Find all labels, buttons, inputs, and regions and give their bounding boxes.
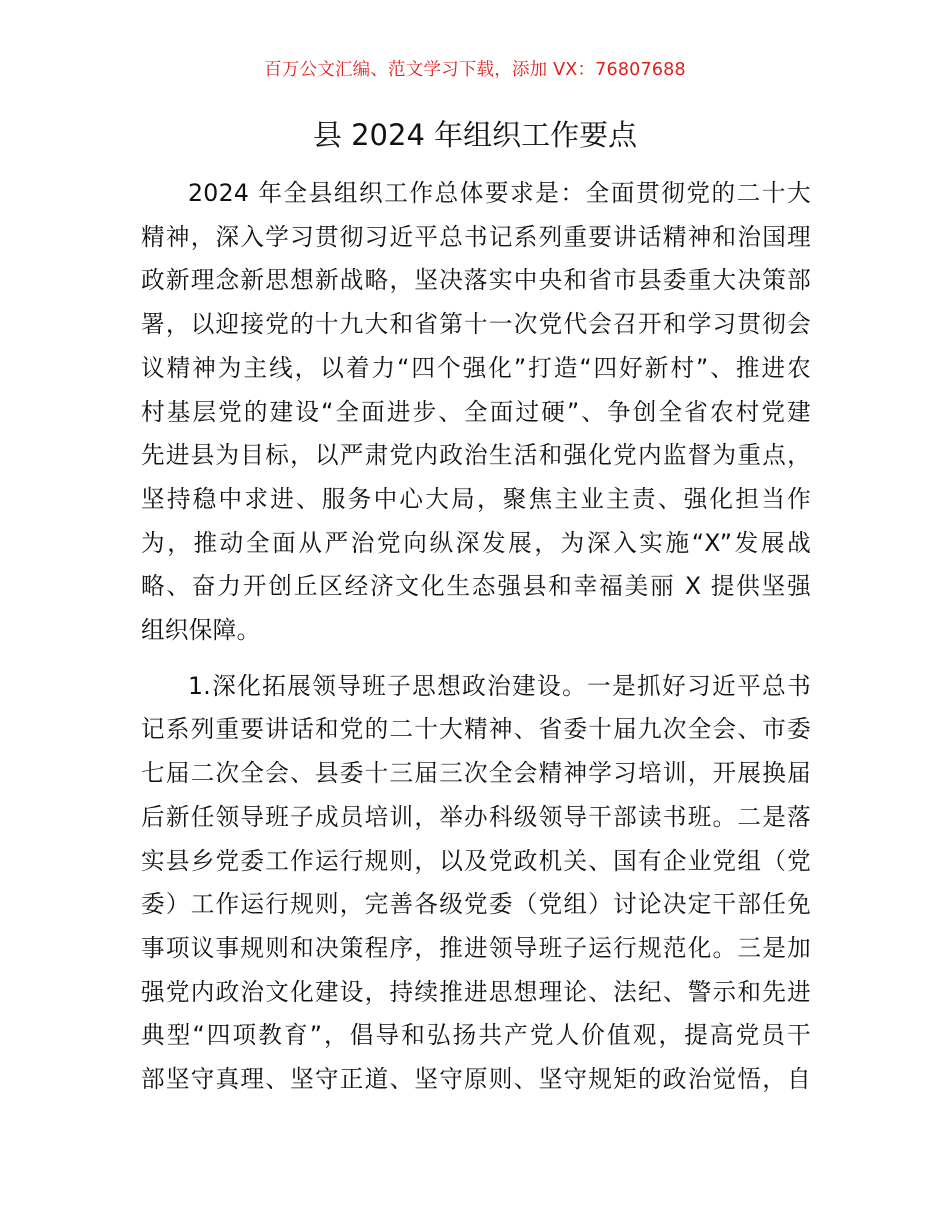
text-line: 议精神为主线，以着力“四个强化”打造“四好新村”、推进农 — [141, 353, 811, 382]
text-line: 七届二次全会、县委十三届三次全会精神学习培训，开展换届 — [141, 759, 811, 788]
text-line: 村基层党的建设“全面进步、全面过硬”、争创全省农村党建 — [141, 397, 811, 426]
document-body — [141, 172, 811, 1102]
watermark-banner: 百万公文汇编、范文学习下载，添加 VX：76807688 — [264, 60, 686, 80]
text-line: 1.深化拓展领导班子思想政治建设。一是抓好习近平总书 — [188, 671, 811, 700]
text-line: 精神，深入学习贯彻习近平总书记系列重要讲话精神和治国理 — [141, 222, 811, 251]
text-line: 部坚守真理、坚守正道、坚守原则、坚守规矩的政治觉悟，自 — [141, 1065, 811, 1094]
text-line: 政新理念新思想新战略，坚决落实中央和省市县委重大决策部 — [141, 266, 811, 295]
text-line: 记系列重要讲话和党的二十大精神、省委十届九次全会、市委 — [141, 715, 811, 744]
text-line: 署，以迎接党的十九大和省第十一次党代会召开和学习贯彻会 — [141, 310, 811, 339]
text-line: 组织保障。 — [141, 616, 261, 645]
document-title: 县 2024 年组织工作要点 — [312, 118, 638, 152]
text-line: 实县乡党委工作运行规则，以及党政机关、国有企业党组（党 — [141, 846, 811, 875]
text-line: 略、奋力开创丘区经济文化生态强县和幸福美丽 X 提供坚强 — [141, 572, 811, 601]
paragraph-section-1 — [141, 665, 811, 1102]
text-line: 委）工作运行规则，完善各级党委（党组）讨论决定干部任免 — [141, 890, 811, 919]
text-line: 事项议事规则和决策程序，推进领导班子运行规范化。三是加 — [141, 933, 811, 962]
text-line: 强党内政治文化建设，持续推进思想理论、法纪、警示和先进 — [141, 977, 811, 1006]
text-line: 先进县为目标，以严肃党内政治生活和强化党内监督为重点， — [141, 441, 811, 470]
paragraph-general-requirements — [141, 172, 811, 653]
text-line: 典型“四项教育”，倡导和弘扬共产党人价值观，提高党员干 — [141, 1021, 811, 1050]
text-line: 2024 年全县组织工作总体要求是：全面贯彻党的二十大 — [188, 179, 811, 207]
text-line: 坚持稳中求进、服务中心大局，聚焦主业主责、强化担当作 — [141, 484, 811, 513]
text-line: 后新任领导班子成员培训，举办科级领导干部读书班。二是落 — [141, 802, 811, 831]
text-line: 为，推动全面从严治党向纵深发展，为深入实施“X”发展战 — [141, 528, 811, 557]
